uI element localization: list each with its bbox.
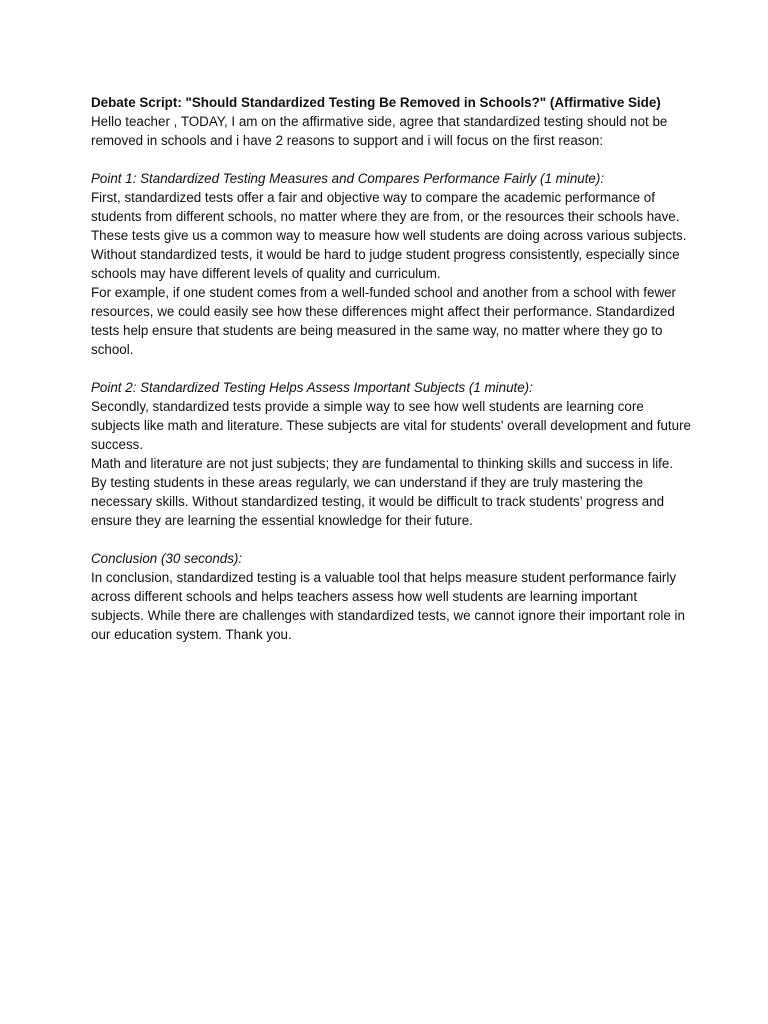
point-2-paragraph-2: Math and literature are not just subjects; they are fundamental to thinking skills and success in life. By testing students in these areas regularly, we can understand if they are truly mastering the necessary skills. Without standardized testing, it would be difficult to track students’ progress and ensure they are learning the essential knowledge for their future. [91, 456, 674, 528]
paragraph-spacer [91, 359, 691, 378]
intro-paragraph: Hello teacher , TODAY, I am on the affirmative side, agree that standardized testing should not be removed in schools and i have 2 reasons to support and i will focus on the first reason: [91, 114, 668, 148]
document-body [91, 93, 691, 644]
conclusion-paragraph: In conclusion, standardized testing is a valuable tool that helps measure student performance fairly across different schools and helps teachers assess how well students are learning important subjects. While there are challenges with standardized tests, we cannot ignore their important role in our education system. Thank you. [91, 570, 685, 642]
conclusion-heading: Conclusion (30 seconds): [91, 551, 243, 566]
document-title: Debate Script: "Should Standardized Testing Be Removed in Schools?" (Affirmative Side) [91, 95, 661, 110]
paragraph-spacer [91, 150, 691, 169]
paragraph-spacer [91, 530, 691, 549]
point-1-paragraph-2: For example, if one student comes from a well-funded school and another from a school with fewer resources, we could easily see how these differences might affect their performance. Standardized tests help ensure that students are being measured in the same way, no matter where they go to school. [91, 285, 677, 357]
point-1-paragraph-1: First, standardized tests offer a fair and objective way to compare the academic performance of students from different schools, no matter where they are from, or the resources their schools have. These tests give us a common way to measure how well students are doing across various subjects. Without standardized tests, it would be hard to judge student progress consistently, especially since schools may have different levels of quality and curriculum. [91, 190, 687, 281]
point-2-paragraph-1: Secondly, standardized tests provide a simple way to see how well students are learning core subjects like math and literature. These subjects are vital for students' overall development and future success. [91, 399, 692, 452]
point-1-heading: Point 1: Standardized Testing Measures and Compares Performance Fairly (1 minute): [91, 171, 605, 186]
point-2-heading: Point 2: Standardized Testing Helps Assess Important Subjects (1 minute): [91, 380, 533, 395]
